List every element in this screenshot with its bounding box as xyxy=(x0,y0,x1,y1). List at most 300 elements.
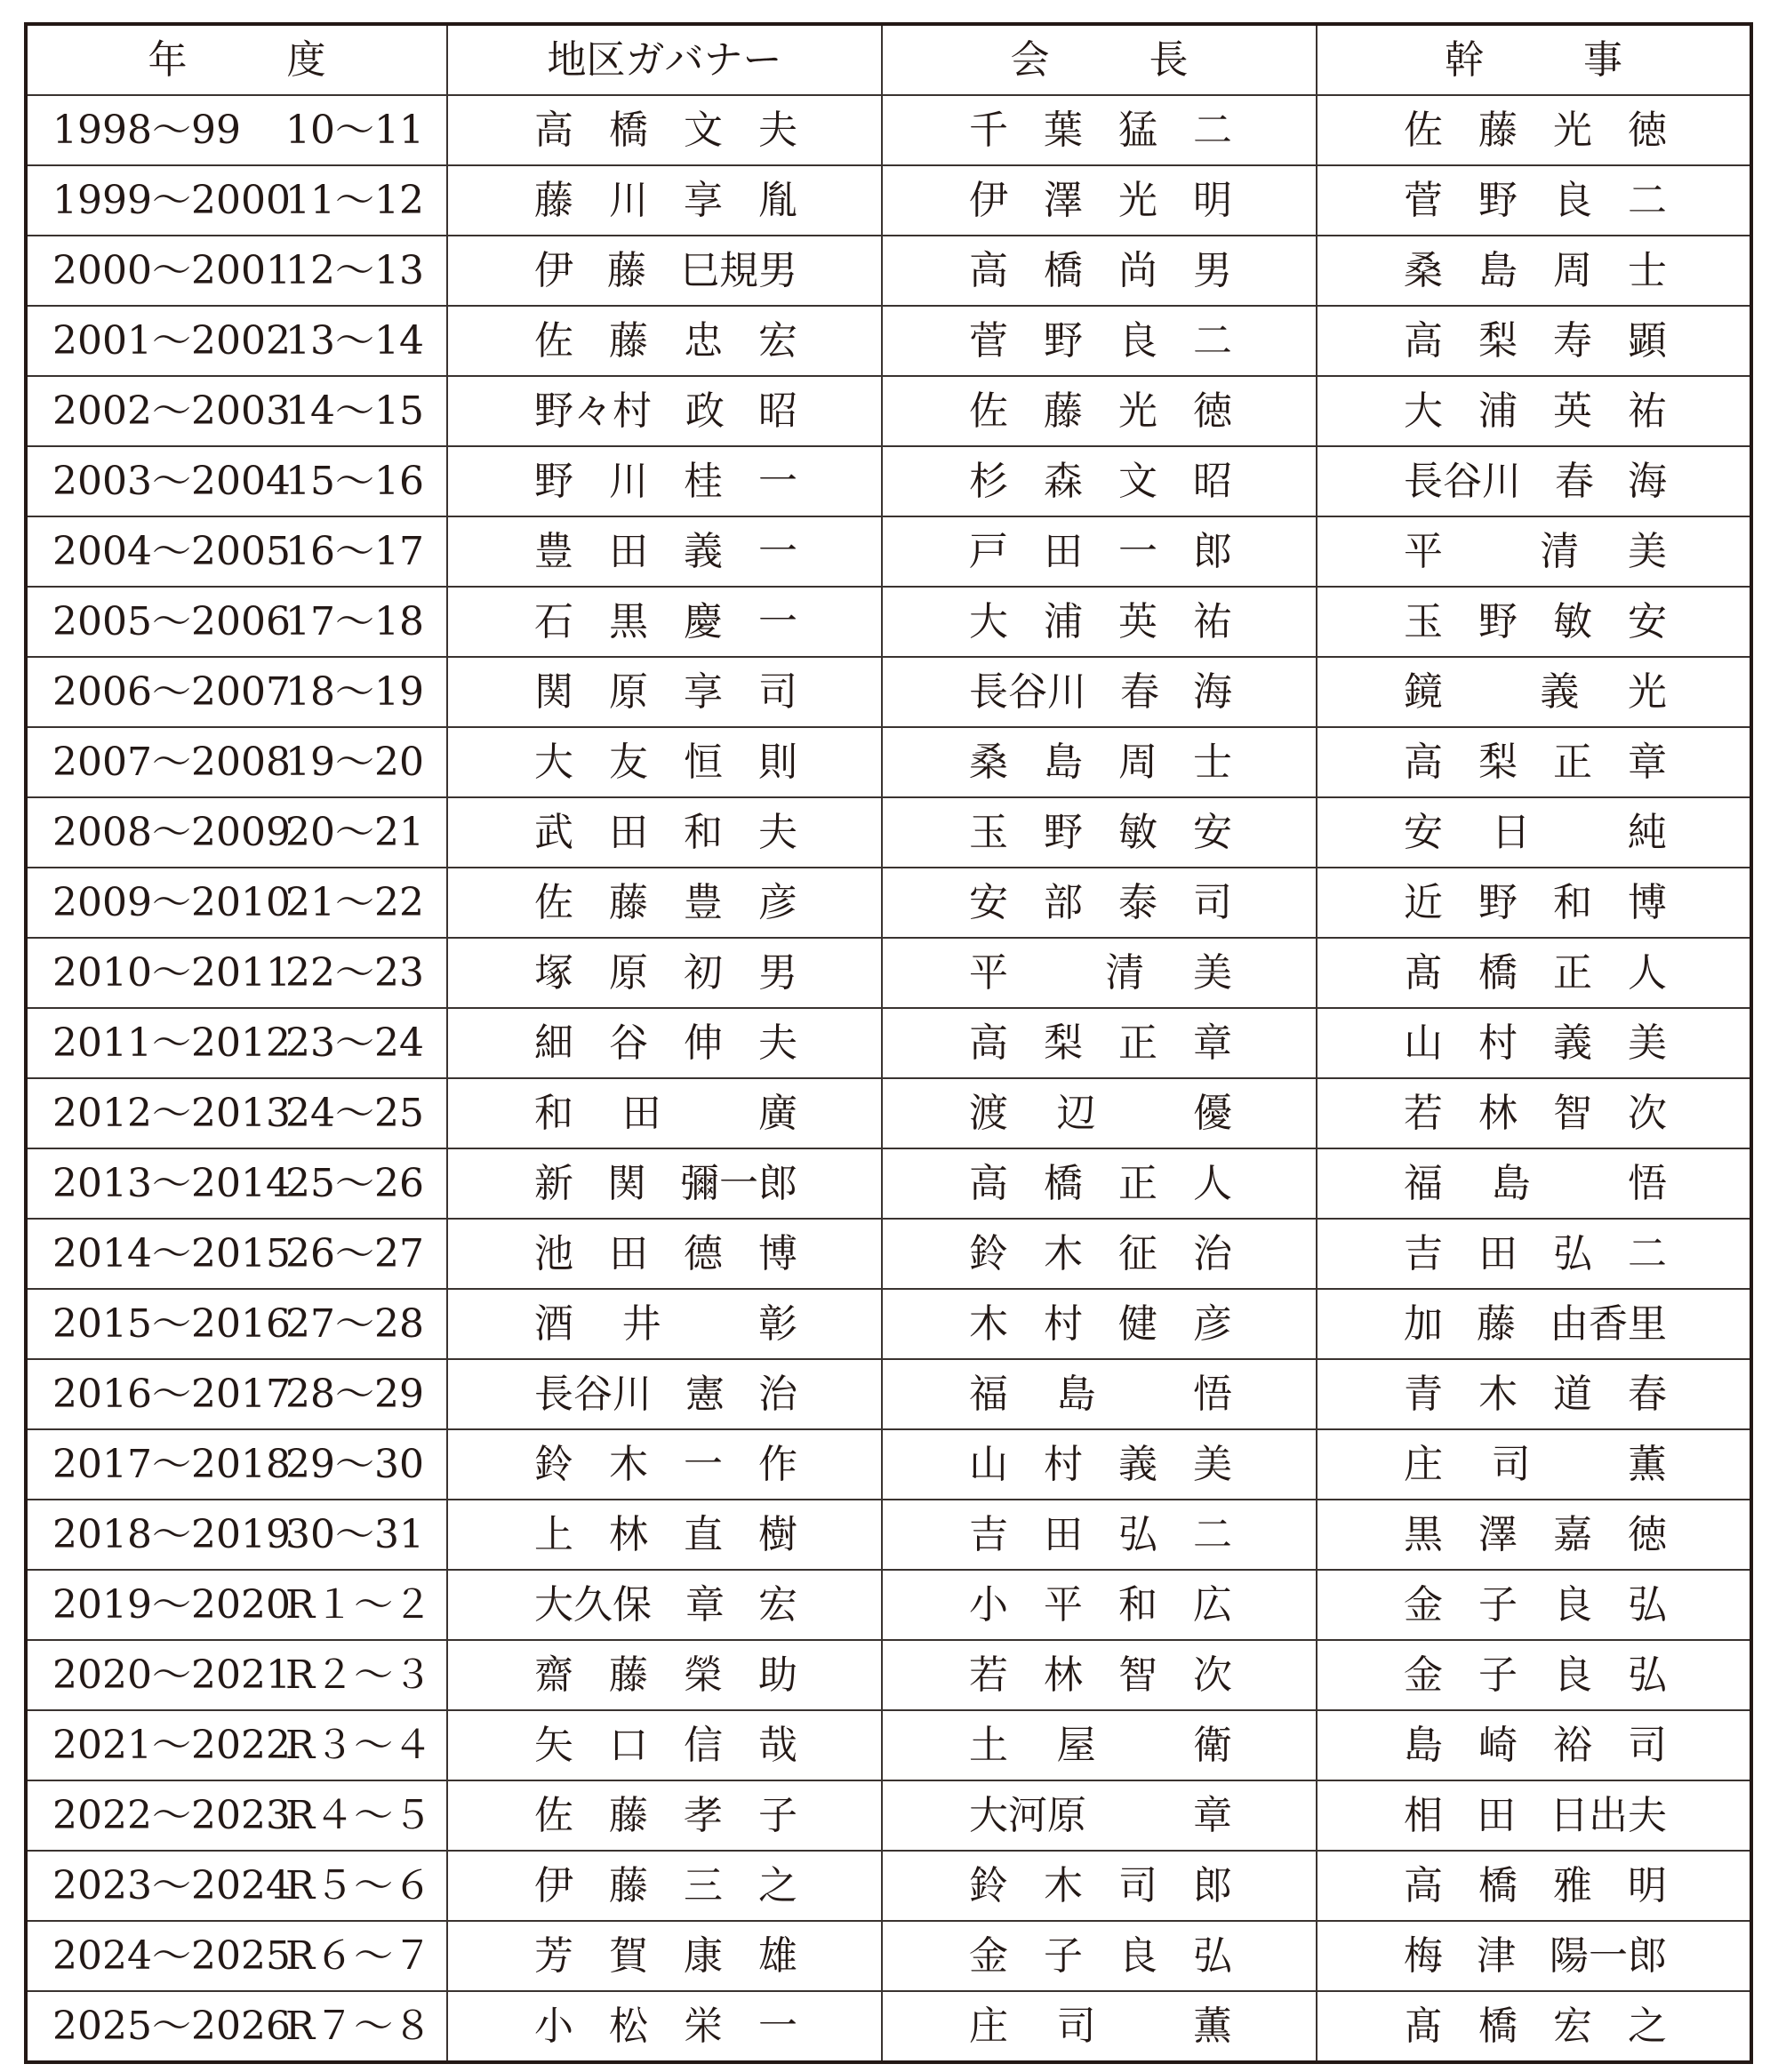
governor-name-part: 酒 xyxy=(534,1300,573,1347)
governor-name-part: 政 xyxy=(685,388,725,434)
president-name-part: 高 xyxy=(969,1160,1008,1206)
governor-name-part: 博 xyxy=(758,1230,797,1276)
table-row xyxy=(26,306,1751,376)
secretary-name-part: 光 xyxy=(1553,107,1592,153)
secretary-name-part: 明 xyxy=(1628,1862,1667,1908)
president-name-part: 和 xyxy=(1118,1581,1157,1628)
fiscal-year: 2024～2025 xyxy=(52,1932,291,1979)
governor-name-part: 章 xyxy=(685,1581,725,1628)
governor-name-part: 藤 xyxy=(609,317,648,364)
governor-name-part: 助 xyxy=(758,1652,797,1698)
year-cell xyxy=(26,306,447,376)
president-name-part: 明 xyxy=(1193,177,1232,223)
era-year: 30～31 xyxy=(285,1511,424,1557)
fiscal-year: 2003～2004 xyxy=(52,458,291,504)
secretary-name-part: 山 xyxy=(1404,1020,1443,1066)
governor-name-part: 慶 xyxy=(684,598,723,644)
president-cell xyxy=(882,516,1317,587)
table-row xyxy=(26,446,1751,516)
president-name-part: 浦 xyxy=(1044,598,1083,644)
secretary-name-part: 大 xyxy=(1404,388,1443,434)
governor-name-part: 直 xyxy=(684,1511,723,1557)
table-row xyxy=(26,1008,1751,1078)
governor-name-part: 橋 xyxy=(609,107,648,153)
governor-name-part: 大 xyxy=(534,739,573,785)
secretary-name-part: 野 xyxy=(1478,598,1518,644)
year-cell xyxy=(26,1500,447,1570)
president-name-part: 人 xyxy=(1193,1160,1232,1206)
president-name-part: 村 xyxy=(1044,1441,1083,1487)
governor-name-part: 田 xyxy=(609,1230,648,1276)
governor-name-part: 口 xyxy=(609,1722,648,1768)
secretary-name xyxy=(1404,388,1667,434)
secretary-cell xyxy=(1317,165,1751,236)
president-name-part: 野 xyxy=(1044,317,1083,364)
era-year: 25～26 xyxy=(285,1160,424,1206)
secretary-name-part: 祐 xyxy=(1628,388,1667,434)
president-name-part: 一 xyxy=(1118,528,1157,574)
governor-name xyxy=(534,1722,797,1768)
president-name xyxy=(969,879,1232,925)
secretary-name-part: 義 xyxy=(1553,1020,1592,1066)
president-name-part: 二 xyxy=(1193,317,1232,364)
governor-name xyxy=(534,1652,797,1698)
president-cell xyxy=(882,1359,1317,1429)
governor-name-part: 三 xyxy=(684,1862,723,1908)
governor-name-part: 野々村 xyxy=(534,388,652,434)
secretary-name-part: 日 xyxy=(1491,809,1531,855)
table-row xyxy=(26,1921,1751,1991)
secretary-name-part: 村 xyxy=(1478,1020,1518,1066)
governor-cell xyxy=(447,938,882,1008)
header-secretary xyxy=(1317,24,1751,95)
secretary-name xyxy=(1404,528,1667,574)
president-cell xyxy=(882,1780,1317,1851)
governor-name-part: 康 xyxy=(684,1932,723,1979)
secretary-cell xyxy=(1317,868,1751,938)
governor-name-part: 藤 xyxy=(609,1652,648,1698)
fiscal-year: 2019～2020 xyxy=(52,1581,291,1628)
governor-name xyxy=(534,2003,797,2049)
era-year: R２～３ xyxy=(285,1652,433,1698)
governor-cell xyxy=(447,1851,882,1921)
governor-name-part: 川 xyxy=(609,458,648,504)
president-name xyxy=(969,1371,1232,1417)
secretary-name-part: 徳 xyxy=(1628,107,1667,153)
president-name-part: 澤 xyxy=(1044,177,1083,223)
president-name-part: 泰 xyxy=(1118,879,1157,925)
secretary-name xyxy=(1404,1652,1667,1698)
fiscal-year: 2014～2015 xyxy=(52,1230,291,1276)
president-name-part: 春 xyxy=(1120,668,1159,715)
president-name xyxy=(969,1722,1232,1768)
president-name-part: 彦 xyxy=(1193,1300,1232,1347)
secretary-name-part: 嘉 xyxy=(1553,1511,1592,1557)
president-name-part: 正 xyxy=(1118,1020,1157,1066)
president-name-part: 田 xyxy=(1044,528,1083,574)
secretary-name-part: 春 xyxy=(1628,1371,1667,1417)
fiscal-year: 1999～2000 xyxy=(52,177,291,223)
fiscal-year: 2025～2026 xyxy=(52,2003,291,2049)
president-name-part: 庄 xyxy=(969,2003,1008,2049)
president-cell xyxy=(882,1640,1317,1710)
table-row xyxy=(26,1710,1751,1780)
governor-name xyxy=(534,668,797,715)
president-name xyxy=(969,1792,1232,1838)
governor-name xyxy=(534,1300,797,1347)
governor-cell xyxy=(447,1148,882,1219)
fiscal-year: 2001～2002 xyxy=(52,317,291,364)
governor-name-part: 文 xyxy=(684,107,723,153)
table-row xyxy=(26,1429,1751,1500)
governor-name-part: 野 xyxy=(534,458,573,504)
president-name xyxy=(969,1090,1232,1136)
era-year: 13～14 xyxy=(285,317,424,364)
fiscal-year: 2002～2003 xyxy=(52,388,291,434)
president-name-part: 土 xyxy=(969,1722,1008,1768)
secretary-name-part: 庄 xyxy=(1404,1441,1443,1487)
era-year: 18～19 xyxy=(285,668,424,715)
secretary-cell xyxy=(1317,376,1751,446)
secretary-name xyxy=(1404,809,1667,855)
year-cell xyxy=(26,1991,447,2062)
secretary-name-part: 二 xyxy=(1628,177,1667,223)
era-year: R５～６ xyxy=(285,1862,433,1908)
president-name-part: 高 xyxy=(969,247,1008,293)
governor-cell xyxy=(447,657,882,727)
header-row xyxy=(26,24,1751,95)
president-name-part: 徳 xyxy=(1193,388,1232,434)
table-row xyxy=(26,1991,1751,2062)
year-cell xyxy=(26,516,447,587)
secretary-name xyxy=(1404,107,1667,153)
president-name-part: 玉 xyxy=(969,809,1008,855)
governor-name xyxy=(534,1090,797,1136)
secretary-name-part: 橋 xyxy=(1478,2003,1518,2049)
governor-name-part: 武 xyxy=(534,809,573,855)
secretary-name xyxy=(1404,879,1667,925)
governor-cell xyxy=(447,165,882,236)
president-name-part: 福 xyxy=(969,1371,1008,1417)
secretary-name-part: 子 xyxy=(1478,1652,1518,1698)
governor-name xyxy=(534,879,797,925)
governor-name xyxy=(534,1371,797,1417)
governor-cell xyxy=(447,727,882,797)
president-cell xyxy=(882,727,1317,797)
governor-name-part: 義 xyxy=(684,528,723,574)
secretary-name-part: 清 xyxy=(1540,528,1580,574)
president-name-part: 弘 xyxy=(1193,1932,1232,1979)
president-name-part: 章 xyxy=(1193,1020,1232,1066)
governor-name-part: 谷 xyxy=(609,1020,648,1066)
president-name-part: 清 xyxy=(1105,949,1145,996)
governor-name xyxy=(534,1932,797,1979)
governor-name-part: 佐 xyxy=(534,1792,573,1838)
era-year: R１～２ xyxy=(285,1581,433,1628)
president-cell xyxy=(882,1008,1317,1078)
secretary-cell xyxy=(1317,727,1751,797)
header-governor-label: 地区ガバナー xyxy=(547,36,782,83)
governor-name-part: 長谷川 xyxy=(534,1371,652,1417)
secretary-name xyxy=(1404,1792,1667,1838)
secretary-name-part: 徳 xyxy=(1628,1511,1667,1557)
governor-name-part: 新 xyxy=(534,1160,573,1206)
secretary-name-part: 安 xyxy=(1628,598,1667,644)
president-cell xyxy=(882,236,1317,306)
secretary-name-part: 子 xyxy=(1478,1581,1518,1628)
secretary-name-part: 髙 xyxy=(1404,2003,1443,2049)
secretary-name-part: 梨 xyxy=(1478,317,1518,364)
secretary-cell xyxy=(1317,1289,1751,1359)
governor-name-part: 一 xyxy=(758,528,797,574)
president-name-part: 藤 xyxy=(1044,388,1083,434)
era-year: R７～８ xyxy=(285,2003,433,2049)
governor-cell xyxy=(447,1991,882,2062)
secretary-name-part: 二 xyxy=(1628,1230,1667,1276)
governor-name-part: 子 xyxy=(758,1792,797,1838)
president-name-part: 弘 xyxy=(1118,1511,1157,1557)
president-name-part: 光 xyxy=(1118,177,1157,223)
era-year: 27～28 xyxy=(285,1300,424,1347)
secretary-cell xyxy=(1317,1851,1751,1921)
secretary-name-part: 相 xyxy=(1404,1792,1443,1838)
year-cell xyxy=(26,1148,447,1219)
president-name xyxy=(969,1300,1232,1347)
president-name-part: 村 xyxy=(1044,1300,1083,1347)
secretary-name-part: 美 xyxy=(1627,528,1667,574)
table-row xyxy=(26,1780,1751,1851)
table-row xyxy=(26,1640,1751,1710)
governor-cell xyxy=(447,1570,882,1640)
president-cell xyxy=(882,306,1317,376)
era-year: 24～25 xyxy=(285,1090,424,1136)
secretary-name-part: 高 xyxy=(1404,1862,1443,1908)
secretary-name-part: 之 xyxy=(1628,2003,1667,2049)
president-name-part: 治 xyxy=(1193,1230,1232,1276)
president-name-part: 健 xyxy=(1118,1300,1157,1347)
president-name-part: 良 xyxy=(1118,317,1157,364)
president-name-part: 郎 xyxy=(1193,528,1232,574)
secretary-cell xyxy=(1317,657,1751,727)
secretary-name-part: 道 xyxy=(1553,1371,1592,1417)
secretary-name-part: 鏡 xyxy=(1404,668,1443,715)
president-name xyxy=(969,1441,1232,1487)
president-name-part: 杉 xyxy=(969,458,1008,504)
governor-name-part: 初 xyxy=(684,949,723,996)
secretary-cell xyxy=(1317,587,1751,657)
era-year: 10～11 xyxy=(285,107,424,153)
secretary-name-part: 髙 xyxy=(1404,949,1443,996)
president-name-part: 森 xyxy=(1044,458,1083,504)
year-cell xyxy=(26,1078,447,1148)
president-name-part: 義 xyxy=(1118,1441,1157,1487)
year-cell xyxy=(26,1570,447,1640)
secretary-name-part: 良 xyxy=(1553,1581,1592,1628)
year-cell xyxy=(26,938,447,1008)
governor-name-part: 之 xyxy=(758,1862,797,1908)
governor-name xyxy=(534,1441,797,1487)
governor-name-part: 関 xyxy=(607,1160,646,1206)
table-row xyxy=(26,868,1751,938)
governor-name xyxy=(534,739,797,785)
fiscal-year: 2010～2011 xyxy=(52,949,291,996)
governor-name-part: 田 xyxy=(609,528,648,574)
governor-name-part: 哉 xyxy=(758,1722,797,1768)
president-name xyxy=(969,177,1232,223)
president-name-part: 智 xyxy=(1118,1652,1157,1698)
year-cell xyxy=(26,1851,447,1921)
president-name-part: 長谷川 xyxy=(969,668,1086,715)
governor-name-part: 昭 xyxy=(758,388,797,434)
era-year: 20～21 xyxy=(285,809,424,855)
governor-cell xyxy=(447,1429,882,1500)
governor-name-part: 夫 xyxy=(758,1020,797,1066)
president-name xyxy=(969,247,1232,293)
secretary-name-part: 野 xyxy=(1478,879,1518,925)
secretary-name-part: 顕 xyxy=(1628,317,1667,364)
governor-name-part: 憲 xyxy=(685,1371,725,1417)
governor-name-part: 高 xyxy=(534,107,573,153)
president-name-part: 広 xyxy=(1193,1581,1232,1628)
era-year: 23～24 xyxy=(285,1020,424,1066)
year-cell xyxy=(26,868,447,938)
secretary-name xyxy=(1404,1300,1667,1347)
governor-name-part: 芳 xyxy=(534,1932,573,1979)
president-name-part: 戸 xyxy=(969,528,1008,574)
secretary-name-part: 林 xyxy=(1478,1090,1518,1136)
president-cell xyxy=(882,1219,1317,1289)
governor-name-part: 栄 xyxy=(684,2003,723,2049)
governor-cell xyxy=(447,1078,882,1148)
governor-name-part: 川 xyxy=(609,177,648,223)
president-name xyxy=(969,1230,1232,1276)
president-name-part: 鈴 xyxy=(969,1230,1008,1276)
governor-name-part: 彰 xyxy=(757,1300,797,1347)
secretary-cell xyxy=(1317,446,1751,516)
governor-name-part: 則 xyxy=(758,739,797,785)
secretary-name xyxy=(1404,317,1667,364)
secretary-name-part: 金 xyxy=(1404,1652,1443,1698)
secretary-name-part: 玉 xyxy=(1404,598,1443,644)
president-name-part: 鈴 xyxy=(969,1862,1008,1908)
secretary-name-part: 周 xyxy=(1553,247,1592,293)
secretary-name xyxy=(1404,2003,1667,2049)
fiscal-year: 2000～2001 xyxy=(52,247,291,293)
governor-name-part: 豊 xyxy=(534,528,573,574)
governor-cell xyxy=(447,1640,882,1710)
governor-cell xyxy=(447,1780,882,1851)
table-row xyxy=(26,727,1751,797)
secretary-name-part: 陽一郎 xyxy=(1550,1932,1667,1979)
governor-cell xyxy=(447,306,882,376)
year-cell xyxy=(26,587,447,657)
governor-name xyxy=(534,528,797,574)
governor-name-part: 上 xyxy=(534,1511,573,1557)
governor-name xyxy=(534,1511,797,1557)
president-name-part: 悟 xyxy=(1192,1371,1232,1417)
secretary-name xyxy=(1404,1511,1667,1557)
governor-name-part: 友 xyxy=(609,739,648,785)
header-year xyxy=(26,24,447,95)
governor-name-part: 治 xyxy=(758,1371,797,1417)
secretary-cell xyxy=(1317,1078,1751,1148)
secretary-name-part: 悟 xyxy=(1627,1160,1667,1206)
president-name-part: 猛 xyxy=(1118,107,1157,153)
table-row xyxy=(26,1359,1751,1429)
year-cell xyxy=(26,797,447,868)
president-name xyxy=(969,949,1232,996)
secretary-name xyxy=(1404,1020,1667,1066)
table-row xyxy=(26,1078,1751,1148)
president-name-part: 島 xyxy=(1044,739,1083,785)
table-row xyxy=(26,1219,1751,1289)
secretary-name-part: 義 xyxy=(1540,668,1580,715)
fiscal-year: 1998～99 xyxy=(52,107,241,153)
president-name xyxy=(969,528,1232,574)
secretary-name-part: 春 xyxy=(1555,458,1594,504)
governor-name-part: 賀 xyxy=(609,1932,648,1979)
governor-name-part: 德 xyxy=(684,1230,723,1276)
era-year: 12～13 xyxy=(285,247,424,293)
governor-name-part: 彦 xyxy=(758,879,797,925)
fiscal-year: 2021～2022 xyxy=(52,1722,291,1768)
secretary-name-part: 裕 xyxy=(1553,1722,1592,1768)
president-cell xyxy=(882,1710,1317,1780)
president-name xyxy=(969,1511,1232,1557)
president-name-part: 木 xyxy=(1044,1230,1083,1276)
fiscal-year: 2018～2019 xyxy=(52,1511,291,1557)
table-row xyxy=(26,1570,1751,1640)
president-name-part: 大河原 xyxy=(969,1792,1086,1838)
governor-name-part: 佐 xyxy=(534,317,573,364)
governor-name xyxy=(534,177,797,223)
secretary-name-part: 近 xyxy=(1404,879,1443,925)
secretary-name xyxy=(1404,177,1667,223)
governor-name-part: 原 xyxy=(609,949,648,996)
president-cell xyxy=(882,1921,1317,1991)
governor-cell xyxy=(447,1921,882,1991)
era-year: 14～15 xyxy=(285,388,424,434)
secretary-name xyxy=(1404,1441,1667,1487)
era-year: 19～20 xyxy=(285,739,424,785)
governor-cell xyxy=(447,1219,882,1289)
president-name xyxy=(969,668,1232,715)
table-row xyxy=(26,587,1751,657)
secretary-name-part: 弘 xyxy=(1553,1230,1592,1276)
governor-name-part: 黒 xyxy=(609,598,648,644)
president-name-part: 橋 xyxy=(1044,247,1083,293)
secretary-name-part: 智 xyxy=(1553,1090,1592,1136)
secretary-name-part: 橋 xyxy=(1478,1862,1518,1908)
governor-name-part: 彌一郎 xyxy=(680,1160,797,1206)
header-year-char-1: 年 xyxy=(148,36,188,83)
year-cell xyxy=(26,446,447,516)
fiscal-year: 2006～2007 xyxy=(52,668,291,715)
president-name xyxy=(969,1862,1232,1908)
governor-name-part: 佐 xyxy=(534,879,573,925)
president-cell xyxy=(882,95,1317,165)
president-name-part: 平 xyxy=(1044,1581,1083,1628)
secretary-name-part: 梨 xyxy=(1478,739,1518,785)
secretary-name-part: 日出夫 xyxy=(1550,1792,1667,1838)
governor-name xyxy=(534,317,797,364)
secretary-name-part: 橋 xyxy=(1478,949,1518,996)
table-row xyxy=(26,236,1751,306)
secretary-name-part: 良 xyxy=(1553,1652,1592,1698)
secretary-name-part: 敏 xyxy=(1553,598,1592,644)
president-name-part: 安 xyxy=(969,879,1008,925)
president-name-part: 敏 xyxy=(1118,809,1157,855)
